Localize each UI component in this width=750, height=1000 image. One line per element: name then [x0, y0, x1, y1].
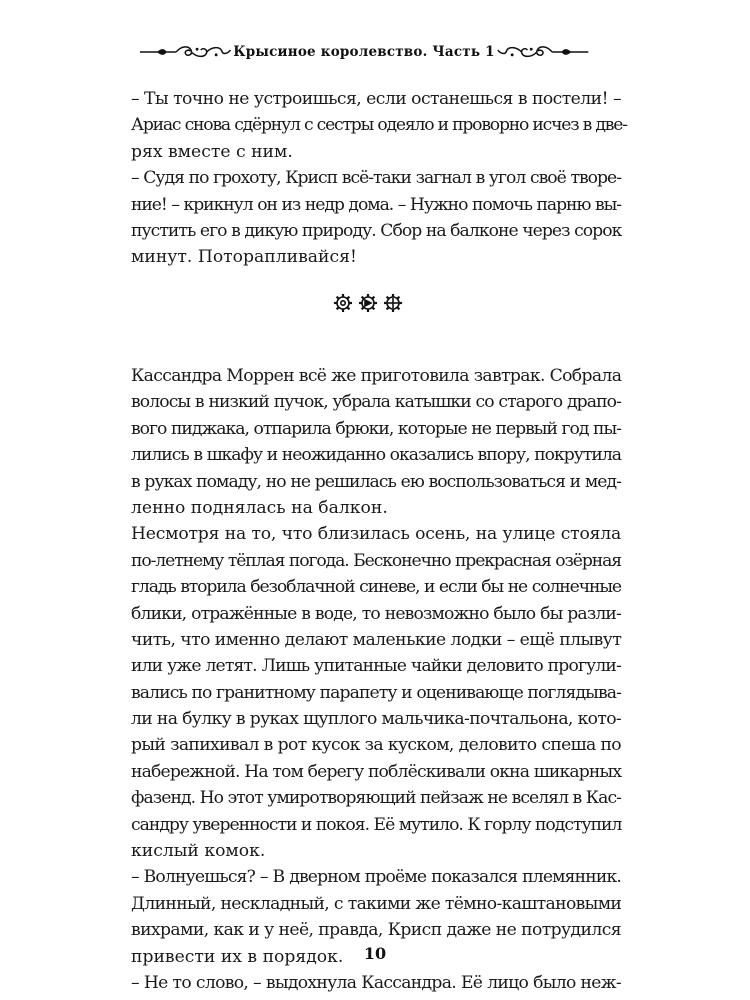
text-line: минут. Поторапливайся! [131, 247, 357, 268]
text-block-dialogue [131, 86, 627, 271]
scene-divider [333, 290, 403, 316]
text-line: привести их в порядок. [131, 946, 344, 967]
flourish-ornament-right-icon [495, 42, 590, 62]
text-line: – Ты точно не устроишься, если останешься в постели! – [131, 89, 621, 109]
text-line: гладь вторила безоблачной синеве, и если бы не солнечные [131, 577, 621, 598]
text-line: набережной. На том берегу поблёскивали окна шикарных [131, 761, 622, 782]
text-line: – Волнуешься? – В дверном проёме показался племянник. [131, 867, 621, 888]
text-line: в руках помаду, но не решилась ею воспользоваться и мед- [131, 471, 621, 492]
gear-icon [333, 293, 353, 313]
text-line: кислый комок. [131, 841, 266, 862]
text-line: Кассандра Моррен всё же приготовила завтрак. Собрала [131, 366, 622, 386]
text-line: вихрами, как и у неё, правда, Крисп даже не потрудился [131, 920, 621, 941]
gear-icon [383, 293, 403, 313]
text-line: рях вместе с ним. [131, 141, 293, 162]
text-line: рый запихивал в рот кусок за куском, деловито спеша по [131, 735, 621, 756]
text-line: по-летнему тёплая погода. Бесконечно прекрасная озёрная [131, 550, 621, 571]
running-header-title: Крысиное королевство. Часть 1 [233, 44, 495, 60]
text-line: ленно поднялась на балкон. [131, 497, 388, 518]
text-line: волосы в низкий пучок, убрала катышки со старого драпо- [131, 392, 621, 413]
text-line: – Судя по грохоту, Крисп всё-таки загнал в угол своё творе- [131, 168, 621, 189]
text-line: чить, что именно делают маленькие лодки – ещё плывут [131, 629, 622, 650]
text-line: блики, отражённые в воде, то невозможно было бы разли- [131, 603, 621, 624]
text-line: ние! – крикнул он из недр дома. – Нужно помочь парню вы- [131, 194, 621, 215]
text-line: Несмотря на то, что близилась осень, на улице стояла [131, 524, 621, 545]
text-line: ли на булку в руках щуплого мальчика-почтальона, кото- [131, 709, 622, 730]
text-line: Длинный, нескладный, с такими же тёмно-каштановыми [131, 893, 622, 914]
text-line: вались по гранитному парапету и оценивающе поглядыва- [131, 682, 621, 703]
gear-icon [358, 293, 378, 313]
text-line: лились в шкафу и неожиданно оказались впору, покрутила [131, 445, 621, 466]
text-line: или уже летят. Лишь упитанные чайки деловито прогули- [131, 656, 621, 677]
text-block-narrative [131, 363, 621, 996]
running-header [138, 38, 590, 66]
text-line: фазенд. Но этот умиротворяющий пейзаж не вселял в Кас- [131, 788, 621, 809]
text-line: Ариас снова сдёрнул с сестры одеяло и проворно исчез в две- [131, 115, 627, 136]
text-line: пустить его в дикую природу. Сбор на балконе через сорок [131, 220, 622, 241]
text-line: вого пиджака, отпарила брюки, которые не первый год пы- [131, 418, 621, 439]
text-line: сандру уверенности и покоя. Её мутило. К горлу подступил [131, 814, 622, 835]
flourish-ornament-left-icon [138, 42, 233, 62]
text-line: – Не то слово, – выдохнула Кассандра. Её лицо было неж- [131, 972, 621, 993]
page-number: 10 [363, 944, 387, 963]
